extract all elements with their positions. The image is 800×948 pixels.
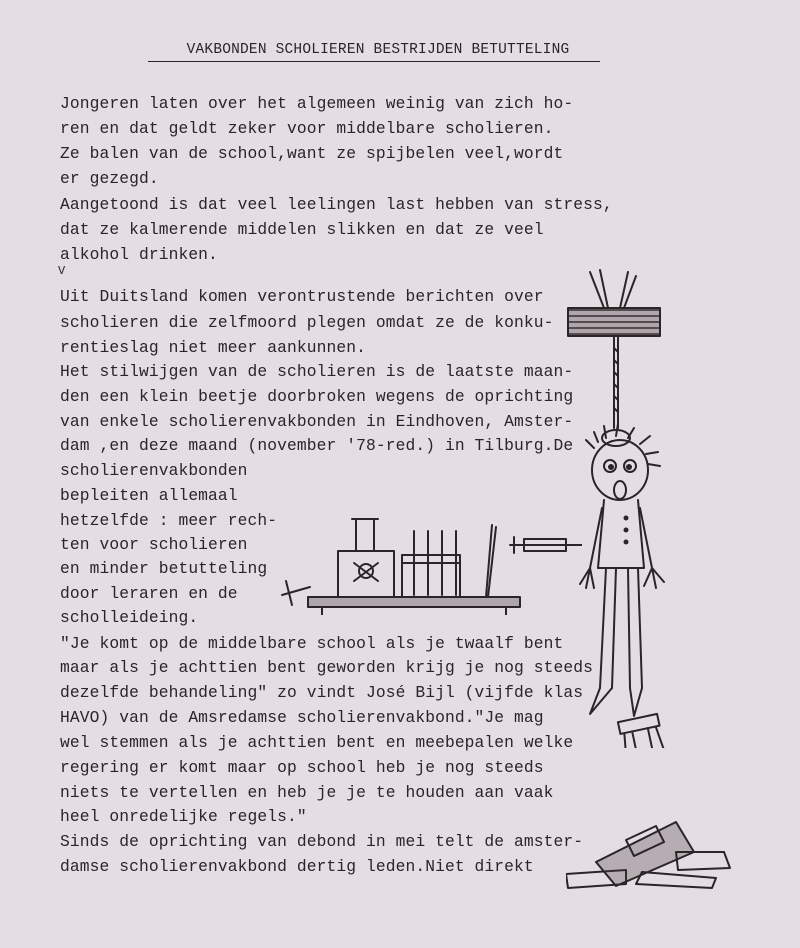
text-line: Ze balen van de school,want ze spijbelen veel,wordt (60, 144, 564, 163)
text-line: Het stilwijgen van de scholieren is de laatste maan- (60, 362, 574, 381)
text-line: wel stemmen als je achttien bent en meebepalen welke (60, 733, 574, 752)
stray-mark: V (58, 264, 66, 278)
text-line: Jongeren laten over het algemeen weinig van zich ho- (60, 94, 574, 113)
hanging-student-illustration (560, 268, 670, 748)
text-line: ten voor scholieren (60, 535, 248, 554)
text-line: bepleiten allemaal (60, 486, 238, 505)
text-line: van enkele scholierenvakbonden in Eindhoven, Amster- (60, 412, 574, 431)
text-line: door leraren en de (60, 584, 238, 603)
text-line: scholieren die zelfmoord plegen omdat ze de konku- (60, 313, 554, 332)
text-line: damse scholierenvakbond dertig leden.Niet direkt (60, 857, 534, 876)
text-line: dezelfde behandeling" zo vindt José Bijl (vijfde klas (60, 683, 584, 702)
text-line: Aangetoond is dat veel leelingen last hebben van stress, (60, 195, 613, 214)
text-line: er gezegd. (60, 169, 159, 188)
books-pile-illustration (566, 812, 736, 892)
text-line: HAVO) van de Amsredamse scholierenvakbond."Je mag (60, 708, 544, 727)
text-line: scholierenvakbonden (60, 461, 248, 480)
text-line: Uit Duitsland komen verontrustende berichten over (60, 287, 544, 306)
text-line: Sinds de oprichting van debond in mei telt de amster- (60, 832, 584, 851)
title-underline (148, 61, 600, 62)
table-with-poison-illustration (252, 515, 582, 615)
text-line: alkohol drinken. (60, 245, 218, 264)
text-line: heel onredelijke regels." (60, 807, 307, 826)
text-line: dat ze kalmerende middelen slikken en dat ze veel (60, 220, 544, 239)
text-line: hetzelfde : meer rech- (60, 511, 278, 530)
text-line: den een klein beetje doorbroken wegens de oprichting (60, 387, 574, 406)
text-line: "Je komt op de middelbare school als je twaalf bent (60, 634, 564, 653)
text-line: ren en dat geldt zeker voor middelbare scholieren. (60, 119, 554, 138)
text-line: en minder betutteling (60, 559, 268, 578)
text-line: scholleideing. (60, 608, 199, 627)
text-line: maar als je achttien bent geworden krijg je nog steeds (60, 658, 593, 677)
page-title: VAKBONDEN SCHOLIEREN BESTRIJDEN BETUTTELING (186, 42, 570, 58)
text-line: regering er komt maar op school heb je nog steeds (60, 758, 544, 777)
text-line: niets te vertellen en heb je je te houden aan vaak (60, 783, 554, 802)
text-line: rentieslag niet meer aankunnen. (60, 338, 366, 357)
text-line: dam ,en deze maand (november '78-red.) in Tilburg.De (60, 436, 574, 455)
